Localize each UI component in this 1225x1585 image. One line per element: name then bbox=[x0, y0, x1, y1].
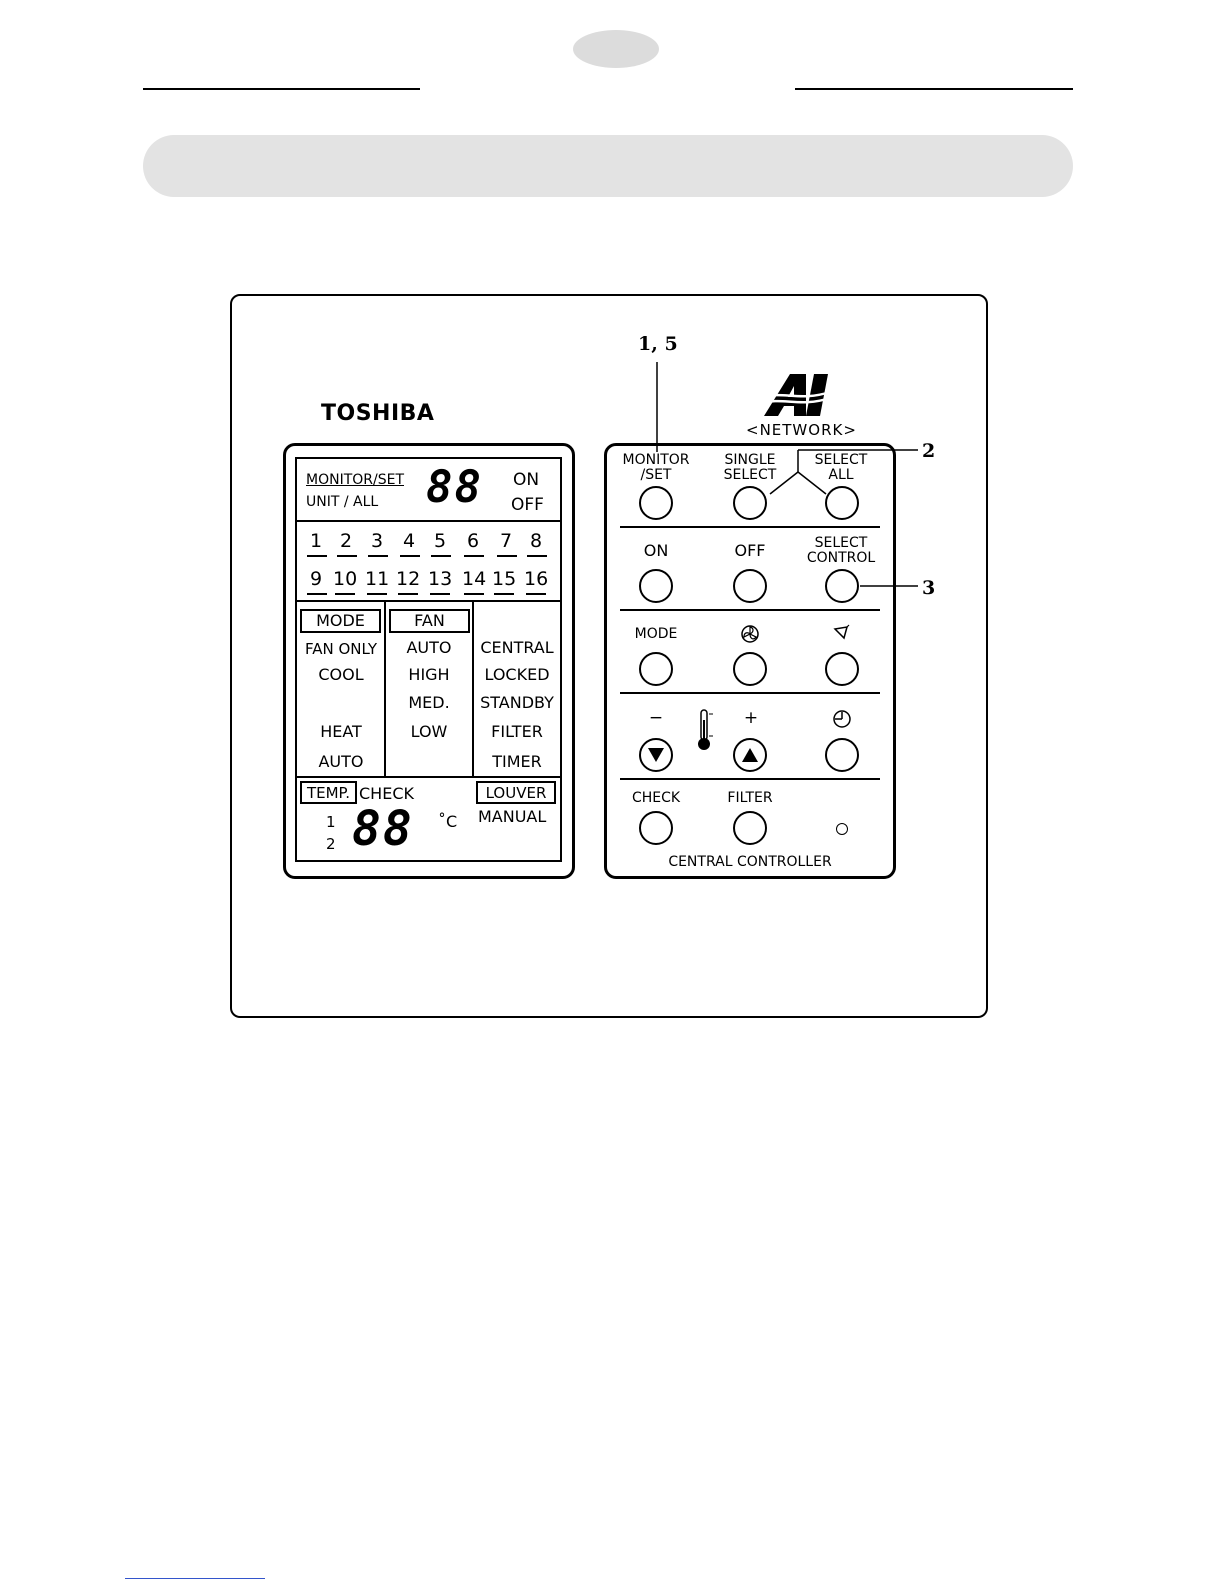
temp-plus-label: + bbox=[743, 708, 759, 728]
unit-underline bbox=[367, 593, 387, 595]
callout-monitor: 1, 5 bbox=[638, 333, 678, 355]
indicator-lamp-icon bbox=[836, 823, 848, 835]
temp-up-button[interactable] bbox=[733, 738, 767, 772]
celsius-unit: ˚C bbox=[438, 812, 458, 831]
timer-icon bbox=[832, 709, 852, 729]
check-button[interactable] bbox=[639, 811, 673, 845]
on-button[interactable] bbox=[639, 569, 673, 603]
unit-underline bbox=[430, 593, 450, 595]
select-all-button[interactable] bbox=[825, 486, 859, 520]
mode-auto: AUTO bbox=[318, 752, 364, 771]
unit-number-display: 88 bbox=[426, 462, 483, 513]
unit-number: 16 bbox=[524, 568, 549, 590]
status-central: CENTRAL bbox=[480, 638, 554, 657]
callout-control: 3 bbox=[922, 577, 936, 599]
timer-button[interactable] bbox=[825, 738, 859, 772]
unit-number: 4 bbox=[402, 530, 416, 552]
check-label: CHECK bbox=[359, 784, 414, 803]
unit-number: 14 bbox=[462, 568, 487, 590]
fan-high: HIGH bbox=[408, 665, 450, 684]
unit-numbers-row-1 bbox=[305, 530, 555, 560]
lcd-column-divider-2 bbox=[472, 601, 474, 776]
fan-auto: AUTO bbox=[406, 638, 452, 657]
unit-number: 13 bbox=[428, 568, 453, 590]
unit-number: 11 bbox=[365, 568, 390, 590]
unit-number: 3 bbox=[370, 530, 384, 552]
unit-underline bbox=[400, 555, 420, 557]
lcd-column-divider-1 bbox=[384, 601, 386, 776]
unit-number: 2 bbox=[339, 530, 353, 552]
fan-icon bbox=[740, 624, 760, 644]
unit-underline bbox=[526, 593, 546, 595]
unit-number: 9 bbox=[309, 568, 323, 590]
louver-button[interactable] bbox=[825, 652, 859, 686]
ai-logo-icon bbox=[760, 372, 850, 418]
central-controller-label: CENTRAL CONTROLLER bbox=[668, 854, 832, 870]
off-label: OFF bbox=[734, 541, 766, 560]
mode-label: MODE bbox=[634, 626, 678, 642]
unit-underline bbox=[368, 555, 388, 557]
on-label: ON bbox=[643, 541, 669, 560]
unit-underline bbox=[307, 555, 327, 557]
unit-number: 7 bbox=[499, 530, 513, 552]
mode-heat: HEAT bbox=[320, 722, 362, 741]
unit-all-indicator: UNIT / ALL bbox=[306, 494, 379, 510]
select-control-label: SELECT CONTROL bbox=[806, 535, 876, 566]
status-timer: TIMER bbox=[492, 752, 542, 771]
monitor-set-button[interactable] bbox=[639, 486, 673, 520]
thermometer-icon bbox=[694, 708, 716, 752]
status-standby: STANDBY bbox=[480, 693, 554, 712]
select-all-label: SELECT ALL bbox=[814, 452, 868, 483]
toshiba-brand: TOSHIBA bbox=[321, 401, 435, 426]
unit-underline bbox=[497, 555, 517, 557]
mode-button[interactable] bbox=[639, 652, 673, 686]
lcd-divider-1 bbox=[297, 520, 560, 522]
mode-cool: COOL bbox=[318, 665, 364, 684]
monitor-set-indicator: MONITOR/SET bbox=[306, 472, 404, 488]
check-button-label: CHECK bbox=[631, 790, 681, 806]
fan-low: LOW bbox=[410, 722, 448, 741]
off-indicator: OFF bbox=[511, 495, 544, 515]
unit-number: 10 bbox=[333, 568, 358, 590]
temperature-display: 88 bbox=[352, 801, 414, 857]
unit-numbers-row-2 bbox=[305, 568, 555, 598]
filter-button-label: FILTER bbox=[727, 790, 773, 806]
mode-fan-only: FAN ONLY bbox=[304, 640, 378, 658]
temp-down-button[interactable] bbox=[639, 738, 673, 772]
single-select-button[interactable] bbox=[733, 486, 767, 520]
unit-number: 6 bbox=[466, 530, 480, 552]
manual-label: MANUAL bbox=[478, 807, 547, 826]
lcd-divider-2 bbox=[297, 600, 560, 602]
unit-underline bbox=[335, 593, 355, 595]
network-label: <NETWORK> bbox=[746, 421, 857, 439]
unit-number: 12 bbox=[396, 568, 421, 590]
unit-number: 8 bbox=[529, 530, 543, 552]
temp-row-1: 1 bbox=[326, 813, 336, 831]
footer-rule bbox=[125, 1578, 265, 1579]
unit-underline bbox=[337, 555, 357, 557]
unit-underline bbox=[398, 593, 418, 595]
controller-divider-4 bbox=[620, 778, 880, 780]
fan-med: MED. bbox=[408, 693, 450, 712]
status-filter: FILTER bbox=[491, 722, 543, 741]
unit-underline bbox=[464, 593, 484, 595]
unit-number: 15 bbox=[492, 568, 517, 590]
lcd-divider-3 bbox=[297, 776, 560, 778]
mode-header: MODE bbox=[300, 609, 381, 633]
temp-label: TEMP. bbox=[300, 781, 357, 804]
temp-row-2: 2 bbox=[326, 835, 336, 853]
controller-divider-2 bbox=[620, 609, 880, 611]
fan-speed-button[interactable] bbox=[733, 652, 767, 686]
callout-select: 2 bbox=[922, 440, 936, 462]
status-locked: LOCKED bbox=[484, 665, 550, 684]
single-select-label: SINGLE SELECT bbox=[723, 452, 777, 483]
louver-icon bbox=[833, 624, 851, 642]
unit-underline bbox=[494, 593, 514, 595]
filter-button[interactable] bbox=[733, 811, 767, 845]
controller-divider-1 bbox=[620, 526, 880, 528]
louver-label: LOUVER bbox=[476, 781, 556, 804]
unit-number: 1 bbox=[309, 530, 323, 552]
controller-divider-3 bbox=[620, 692, 880, 694]
unit-underline bbox=[307, 593, 327, 595]
off-button[interactable] bbox=[733, 569, 767, 603]
fan-header: FAN bbox=[389, 609, 470, 633]
temp-down-icon bbox=[647, 747, 665, 763]
unit-underline bbox=[464, 555, 484, 557]
select-control-button[interactable] bbox=[825, 569, 859, 603]
unit-underline bbox=[431, 555, 451, 557]
temp-up-icon bbox=[741, 747, 759, 763]
temp-minus-label: − bbox=[648, 708, 664, 728]
monitor-set-label: MONITOR /SET bbox=[622, 452, 690, 483]
unit-number: 5 bbox=[433, 530, 447, 552]
unit-underline bbox=[527, 555, 547, 557]
on-indicator: ON bbox=[513, 470, 540, 490]
